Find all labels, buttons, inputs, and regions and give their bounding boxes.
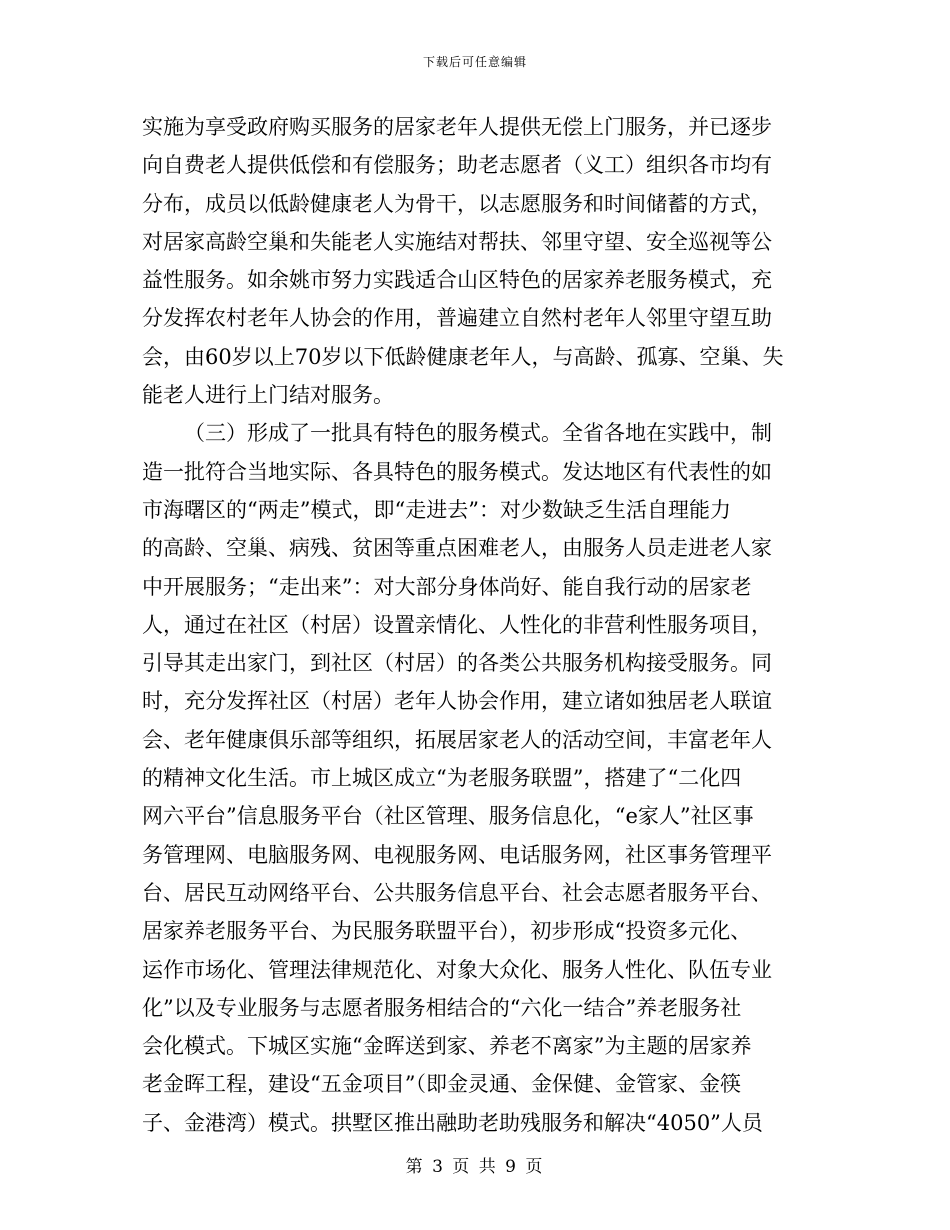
text-line: 会、老年健康俱乐部等组织，拓展居家老人的活动空间，丰富老年人 <box>142 727 772 752</box>
text-line: 子、金港湾）模式。拱墅区推出融助老助残服务和解决“4050”人员 <box>142 1110 763 1135</box>
text-line: 的精神文化生活。市上城区成立“为老服务联盟”，搭建了“二化四 <box>142 766 742 791</box>
text-line: 市海曙区的“两走”模式，即“走进去”：对少数缺乏生活自理能力 <box>142 497 731 522</box>
text-line: 运作市场化、管理法律规范化、对象大众化、服务人性化、队伍专业 <box>142 957 772 982</box>
text-line: 造一批符合当地实际、各具特色的服务模式。发达地区有代表性的如 <box>142 459 772 484</box>
page-header: 下载后可任意编辑 <box>422 55 527 69</box>
text-line: 对居家高龄空巢和失能老人实施结对帮扶、邻里守望、安全巡视等公 <box>142 229 772 254</box>
text-line: 时，充分发挥社区（村居）老年人协会作用，建立诸如独居老人联谊 <box>142 689 772 714</box>
text-line: 人，通过在社区（村居）设置亲情化、人性化的非营利性服务项目， <box>142 612 772 637</box>
text-line: 台、居民互动网络平台、公共服务信息平台、社会志愿者服务平台、 <box>142 880 772 905</box>
text-line: 引导其走出家门，到社区（村居）的各类公共服务机构接受服务。同 <box>142 651 772 676</box>
text-line: 分布，成员以低龄健康老人为骨干，以志愿服务和时间储蓄的方式， <box>142 191 772 216</box>
text-line: 网六平台”信息服务平台（社区管理、服务信息化，“e家人”社区事 <box>142 804 754 829</box>
text-line: 分发挥农村老年人协会的作用，普遍建立自然村老年人邻里守望互助 <box>142 306 772 331</box>
text-line: 居家养老服务平台、为民服务联盟平台），初步形成“投资多元化、 <box>142 919 752 944</box>
text-line: 会，由60岁以上70岁以下低龄健康老年人，与高龄、孤寡、空巢、失 <box>142 344 784 369</box>
text-line: 向自费老人提供低偿和有偿服务；助老志愿者（义工）组织各市均有 <box>142 153 772 178</box>
text-line: 会化模式。下城区实施“金晖送到家、养老不离家”为主题的居家养 <box>142 1034 752 1059</box>
text-line: 务管理网、电脑服务网、电视服务网、电话服务网，社区事务管理平 <box>142 842 772 867</box>
text-line: 益性服务。如余姚市努力实践适合山区特色的居家养老服务模式，充 <box>142 268 772 293</box>
text-line: 化”以及专业服务与志愿者服务相结合的“六化一结合”养老服务社 <box>142 995 742 1020</box>
text-line: 的高龄、空巢、病残、贫困等重点困难老人，由服务人员走进老人家 <box>142 536 772 561</box>
text-line: 中开展服务；“走出来”：对大部分身体尚好、能自我行动的居家老 <box>142 574 752 599</box>
text-line: 能老人进行上门结对服务。 <box>142 383 394 408</box>
page-number: 第 3 页 共 9 页 <box>405 1157 545 1177</box>
text-line: 老金晖工程，建设“五金项目”（即金灵通、金保健、金管家、金筷 <box>142 1072 741 1097</box>
document-body <box>142 108 810 1142</box>
text-line: 实施为享受政府购买服务的居家老年人提供无偿上门服务，并已逐步 <box>142 115 772 139</box>
text-line: （三）形成了一批具有特色的服务模式。全省各地在实践中，制 <box>184 421 772 446</box>
